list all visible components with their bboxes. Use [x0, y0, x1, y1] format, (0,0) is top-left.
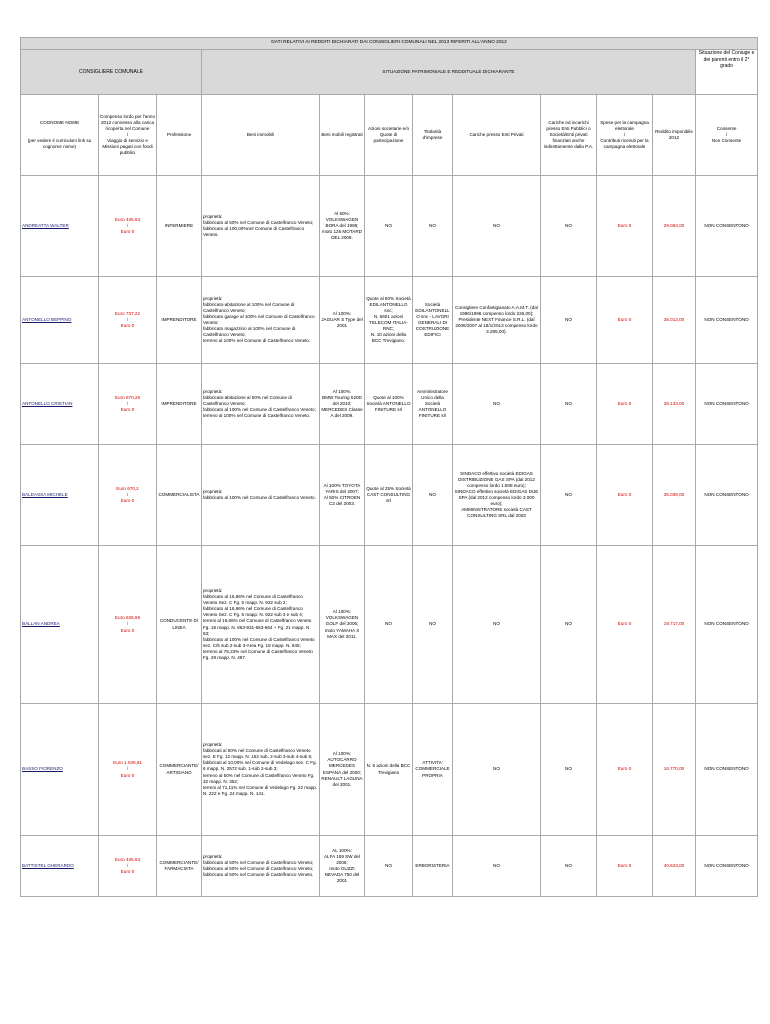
azioni-cell: N. 5 azioni della BCC Trevigiano — [365, 704, 413, 836]
sheet-title: DATI RELATIVI AI REDDITI DICHIARATI DAI CONSIGLIERI COMUNALI NEL 2013 RIFERITI ALL'ANNO 2012 — [21, 38, 758, 50]
compenso-cell: Euro 1.035,61 / Euro 0 — [99, 704, 157, 836]
compenso-cell: Euro 737,22 / Euro 0 — [99, 277, 157, 364]
mobili-cell: Al 100% TOYOTA YARIS del 2007; Al 50% CITROEN C3 del 2003. — [320, 445, 365, 546]
cariche-pa-cell: NO — [541, 546, 597, 704]
spese-cell: Euro 0 — [597, 445, 653, 546]
immobili-cell: proprietà: fabbricato-abitazione al 100% nel Comune di Castelfranco Veneto; fabbricato garage al 100% nel Comune di Castelfranco Veneto; fabbricato magazzino al 100% nel Comune di Castelfranco Veneto; terreno al 100% nel Comune di Castelfranco Veneto. — [202, 277, 320, 364]
compenso-cell: Euro 435,63 / Euro 0 — [99, 176, 157, 277]
mobili-cell: Al 100%: VOLKSWAGEN GOLF del 2006; moto YAMAHA X MAX del 2011. — [320, 546, 365, 704]
spese-cell: Euro 0 — [597, 546, 653, 704]
header-beni-mobili: Beni mobili registrati — [320, 95, 365, 176]
cariche-pa-cell: NO — [541, 277, 597, 364]
titolarita-cell: ERBORISTERIA — [413, 836, 453, 897]
table-row — [21, 364, 758, 445]
reddito-cell: 29.063,00 — [653, 176, 696, 277]
cariche-enti-cell: NO — [453, 176, 541, 277]
cariche-enti-cell: NO — [453, 704, 541, 836]
councillor-name-link[interactable]: ANTONELLO BEPPINO — [21, 277, 99, 364]
declarations-table — [20, 37, 758, 897]
header-cariche-pa: Cariche ed incarichi presso Enti Pubblici o Società/Enti privati finanziati anche indirettamente dalla P.A. — [541, 95, 597, 176]
professione-cell: INFERMIERE — [157, 176, 202, 277]
consente-cell: NON CONSENTONO — [696, 277, 758, 364]
reddito-cell: 40.623,00 — [653, 836, 696, 897]
professione-cell: COMMERCIALISTA — [157, 445, 202, 546]
professione-cell: IMPRENDITORE — [157, 277, 202, 364]
table-row — [21, 836, 758, 897]
cariche-pa-cell: NO — [541, 704, 597, 836]
consente-cell: NON CONSENTONO — [696, 364, 758, 445]
councillor-name-link[interactable]: ANDREATTA WALTER — [21, 176, 99, 277]
reddito-cell: 38.133,00 — [653, 364, 696, 445]
section-situazione: SITUAZIONE PATRIMONIALE E REDDITUALE DICHIARANTE — [202, 50, 696, 95]
consente-cell: NON CONSENTONO — [696, 836, 758, 897]
professione-cell: CONDUCENTE DI LINEA — [157, 546, 202, 704]
azioni-cell: NO — [365, 176, 413, 277]
immobili-cell: proprietà: fabbricato al 100% nel Comune di Castelfranco Veneto. — [202, 445, 320, 546]
cariche-enti-cell: NO — [453, 546, 541, 704]
titolarita-cell: ATTIVITA' COMMERCIALE PROPRIA — [413, 704, 453, 836]
header-reddito: Reddito imponibile 2012 — [653, 95, 696, 176]
reddito-cell: 35.039,00 — [653, 445, 696, 546]
azioni-cell: Quote al 25% Società CAST CONSULTING srl — [365, 445, 413, 546]
compenso-cell: Euro 636,69 / Euro 0 — [99, 546, 157, 704]
councillor-name-link[interactable]: BALDASSA MICHELE — [21, 445, 99, 546]
immobili-cell: proprietà: fabbricato al 16,66% nel Comune di Castelfranco Veneto Sez. C Fg. 5 mapp. N. 922 sub 2; fabbricato al 16,66% nel Comune di Castelfranco Veneto Sez. C Fg. 5 mapp. N. 922 sub 3 e sub 4; terreni al 16,66% nel Comune di Castelfranco Veneto Fg. 18 mapp. N. 663-931-653-664 + Fg. 21 mapp. N. 63; fabbricato al 100% nel Comune di Castelfranco Veneto sez. C/5 sub 2-sub 3-Area Fg. 18 mapp. N. 845; terreno al 78,23% nel Comune di Castelfranco Veneto Fg. 29 mapp. N. 487. — [202, 546, 320, 704]
mobili-cell: Al 100%: AUTOCARRO MERCEDES ESPANA del 2000; RENAULT LAGUNA del 2001. — [320, 704, 365, 836]
table-row — [21, 704, 758, 836]
compenso-cell: Euro 435,63 / Euro 0 — [99, 836, 157, 897]
spese-cell: Euro 0 — [597, 836, 653, 897]
immobili-cell: proprietà: fabbricato al 50% nel Comune di Castelfranco Veneto; fabbricato al 100,00%nel Comune di Castelfranco Veneto. — [202, 176, 320, 277]
spese-cell: Euro 0 — [597, 176, 653, 277]
spese-cell: Euro 0 — [597, 704, 653, 836]
header-consente: Consente / Non Consente — [696, 95, 758, 176]
councillor-name-link[interactable]: BALLAN ANDREA — [21, 546, 99, 704]
declarations-sheet — [20, 37, 757, 897]
compenso-cell: Euro 670,2 / Euro 0 — [99, 445, 157, 546]
azioni-cell: Quote al 100% Società ANTONELLO FINITURE srl — [365, 364, 413, 445]
councillor-name-link[interactable]: ANTONELLO CRISTIAN — [21, 364, 99, 445]
immobili-cell: proprietà: fabbricati al 50% nel Comune di Castelfranco Veneto sez. E Fg. 12 mapp. N. 152 sub. 2-sub 3-sub 4-sub 5; fabbricati al 10,00% nel Comune di Vedelago sez. C Fg. 6 mapp. N. 2572 sub. 1-sub 2-sub 3; terreno al 50% nel Comune di Castelfranco Veneto Fg. 32 mapp. N. 352; terreni al 71,11% nel Comune di Vedelago Fg. 22 mapp. N. 222 e Fg. 24 mapp. N. 141. — [202, 704, 320, 836]
mobili-cell: AL 100%: ALFA 159 SW del 2008; moto GUZZI NEVADA 750 del 2001 — [320, 836, 365, 897]
cariche-pa-cell: NO — [541, 176, 597, 277]
reddito-cell: 19.717,00 — [653, 546, 696, 704]
consente-cell: NON CONSENTONO — [696, 704, 758, 836]
header-cariche-enti: Cariche presso Enti Privati — [453, 95, 541, 176]
header-beni-immobili: Beni immobili — [202, 95, 320, 176]
titolarita-cell: NO — [413, 176, 453, 277]
councillor-name-link[interactable]: BASSO FIORENZO — [21, 704, 99, 836]
cariche-enti-cell: Consigliere Confartigianato A.A.M.T. (dal 1986/1996 compenso lordo 226,00); Presidente NEXT Finance S.R.L. (dal 2008/2007 al 18/1/2013 compenso lordo 3.285,00). — [453, 277, 541, 364]
table-row — [21, 277, 758, 364]
azioni-cell: Quote al 60% Società EDILANTONELLO snc; N. 6601 azioni TELECOM ITALIA-RNC; N. 10 azioni della BCC Trevigiano. — [365, 277, 413, 364]
titolarita-cell: NO — [413, 546, 453, 704]
mobili-cell: Al 100%: JAGUAR S Type del 2001 — [320, 277, 365, 364]
professione-cell: COMMERCIANTE/ ARTIGIANO — [157, 704, 202, 836]
professione-cell: IMPRENDITORE — [157, 364, 202, 445]
titolarita-cell: Società EDILANTONELLO snc - LAVORI GENERALI DI COSTRUZIONE EDIFICI — [413, 277, 453, 364]
consente-cell: NON CONSENTONO — [696, 176, 758, 277]
mobili-cell: Al 50%: VOLKSWAGEN BORA del 1996; moto 125 MOTARD DEL 2009. — [320, 176, 365, 277]
reddito-cell: 36.013,00 — [653, 277, 696, 364]
header-spese: Spese per la campagna elettorale / Contributi ricevuti per la campagna elettorale — [597, 95, 653, 176]
cariche-enti-cell: NO — [453, 364, 541, 445]
reddito-cell: 16.770,00 — [653, 704, 696, 836]
header-professione: Professione — [157, 95, 202, 176]
mobili-cell: Al 100%: BMW Touring 520D del 2010; MERCEDES Classe A del 2009. — [320, 364, 365, 445]
cariche-pa-cell: NO — [541, 364, 597, 445]
spese-cell: Euro 0 — [597, 364, 653, 445]
councillor-name-link[interactable]: BATTISTEL GHERARDO — [21, 836, 99, 897]
azioni-cell: NO — [365, 546, 413, 704]
header-compenso: Compenso lordo per l'anno 2012 connesso alla carica ricoperta nel Comune / Viaggio di servizio e Missioni pagati con fondi pubblici — [99, 95, 157, 176]
cariche-enti-cell: NO — [453, 836, 541, 897]
cariche-enti-cell: SINDACO effettivo società EDIGAS DISTRIBUZIONE GAS SPA (dal 2012 compenso lordo 1.808 euro); SINDACO effettivo società EDIGAS DUE SPA (dal 2012 compenso lordo 3.000 euro); AMMINISTRATORE società CAST CONSULTING SRL dal 2003 — [453, 445, 541, 546]
table-row — [21, 546, 758, 704]
compenso-cell: Euro 670,26 / Euro 0 — [99, 364, 157, 445]
azioni-cell: NO — [365, 836, 413, 897]
header-cognome-nome — [21, 95, 99, 176]
header-azioni: Azioni societarie e/o Quote di partecipazione — [365, 95, 413, 176]
cariche-pa-cell: NO — [541, 445, 597, 546]
consente-cell: NON CONSENTONO — [696, 445, 758, 546]
table-row — [21, 176, 758, 277]
header-cognome-label: COGNOME NOME — [39, 119, 80, 125]
section-parenti: Situazione del Coniuge e dei parenti entro il 2° grado — [696, 50, 758, 95]
immobili-cell: proprietà: fabbricato-abitazione al 50% nel Comune di Castelfranco Veneto; fabbricato al 100% nel Comune di Castelfranco Veneto; terreno al 100% nel Comune di Castelfranco Veneto. — [202, 364, 320, 445]
consente-cell: NON CONSENTONO — [696, 546, 758, 704]
cariche-pa-cell: NO — [541, 836, 597, 897]
spese-cell: Euro 0 — [597, 277, 653, 364]
professione-cell: COMMERCIANTE/ FARMACISTA — [157, 836, 202, 897]
immobili-cell: proprietà: fabbricato al 50% nel Comune di Castelfranco Veneto; fabbricato al 50% nel Comune di Castelfranco Veneto; fabbricato al 50% nel Comune di Castelfranco Veneto. — [202, 836, 320, 897]
header-cognome-note: (per vedere il curriculum link su cognome nome) — [27, 138, 92, 150]
header-titolarita: Titolarità d'imprese — [413, 95, 453, 176]
section-consigliere: CONSIGLIERE COMUNALE — [21, 50, 202, 95]
titolarita-cell: Amministratore Unico della Società ANTONELLO FINITURE srl — [413, 364, 453, 445]
titolarita-cell: NO — [413, 445, 453, 546]
table-row — [21, 445, 758, 546]
